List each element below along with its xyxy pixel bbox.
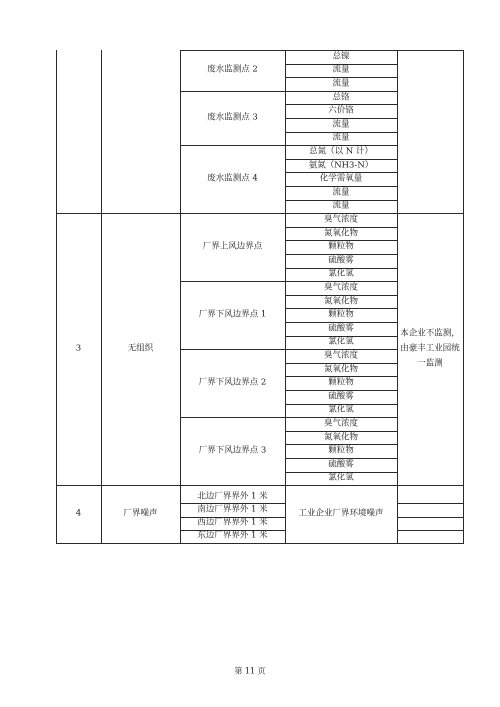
monitoring-item: 氮氧化物 (323, 364, 359, 375)
monitoring-item: 氨氮（NH3-N） (308, 160, 374, 171)
monitoring-item: 氮氧化物 (323, 228, 359, 239)
row-category: 无组织 (127, 343, 154, 354)
monitoring-point-name: 废水监测点 3 (207, 112, 258, 123)
monitoring-item: 氯化氢 (328, 473, 354, 484)
monitoring-item: 臭气浓度 (323, 214, 359, 225)
monitoring-item: 硫酸雾 (328, 391, 354, 402)
monitoring-item: 臭气浓度 (323, 418, 359, 429)
monitoring-item: 氯化氢 (328, 337, 354, 348)
monitoring-item: 总镍 (332, 51, 350, 62)
monitoring-item: 颗粒物 (328, 241, 354, 252)
point-divider (180, 91, 397, 92)
monitoring-point-name: 厂界下风边界点 3 (198, 445, 267, 456)
monitoring-item: 流量 (332, 65, 350, 76)
monitoring-item: 流量 (332, 201, 350, 212)
point-divider (180, 349, 397, 350)
monitoring-item: 总氮（以 N 计） (309, 146, 373, 157)
monitoring-item: 颗粒物 (328, 309, 354, 320)
noise-point-name: 北边厂界界外 1 米 (197, 491, 268, 502)
note-divider (397, 530, 463, 531)
monitoring-item: 氮氧化物 (323, 432, 359, 443)
note-divider (397, 517, 463, 518)
monitoring-item: 六价铬 (328, 105, 354, 116)
noise-point-name: 东边厂界界外 1 米 (197, 530, 268, 541)
noise-standard: 工业企业厂界环境噪声 (298, 508, 384, 519)
monitoring-item: 臭气浓度 (323, 350, 359, 361)
column-line (56, 50, 57, 544)
point-divider (180, 417, 397, 418)
monitoring-item: 流量 (332, 119, 350, 130)
row-divider (56, 485, 463, 486)
noise-point-name: 西边厂界界外 1 米 (197, 517, 268, 528)
monitoring-item: 氮氧化物 (323, 296, 359, 307)
row-divider (56, 543, 463, 544)
monitoring-item: 总铬 (332, 92, 350, 103)
monitoring-item: 硫酸雾 (328, 323, 354, 334)
remark-note: 本企业不监测，由豪丰工业园统一监测 (400, 328, 460, 369)
row-divider (56, 213, 463, 214)
page-number: 第 11 页 (234, 666, 266, 676)
monitoring-item: 颗粒物 (328, 377, 354, 388)
monitoring-item: 氯化氢 (328, 269, 354, 280)
column-line (180, 50, 181, 544)
monitoring-item: 氯化氢 (328, 405, 354, 416)
monitoring-item: 硫酸雾 (328, 459, 354, 470)
monitoring-item: 臭气浓度 (323, 282, 359, 293)
monitoring-point-name: 厂界下风边界点 2 (198, 377, 267, 388)
monitoring-point-name: 厂界上风边界点 (202, 241, 263, 252)
monitoring-item: 颗粒物 (328, 445, 354, 456)
monitoring-point-name: 厂界下风边界点 1 (198, 309, 267, 320)
column-line (285, 50, 286, 544)
point-divider (180, 281, 397, 282)
monitoring-item: 流量 (332, 78, 350, 89)
table-top-line (180, 50, 463, 51)
column-line (397, 50, 398, 544)
column-line (101, 50, 102, 544)
noise-point-name: 南边厂界界外 1 米 (197, 504, 268, 515)
row-number: 3 (75, 343, 82, 354)
monitoring-item: 硫酸雾 (328, 255, 354, 266)
monitoring-point-name: 废水监测点 2 (207, 65, 258, 76)
row-number: 4 (75, 508, 82, 519)
monitoring-item: 流量 (332, 187, 350, 198)
monitoring-item: 化学需氧量 (319, 173, 363, 184)
monitoring-item: 流量 (332, 133, 350, 144)
row-category: 厂界噪声 (123, 508, 158, 519)
note-divider (397, 503, 463, 504)
monitoring-point-name: 废水监测点 4 (207, 173, 258, 184)
column-line (463, 50, 464, 544)
